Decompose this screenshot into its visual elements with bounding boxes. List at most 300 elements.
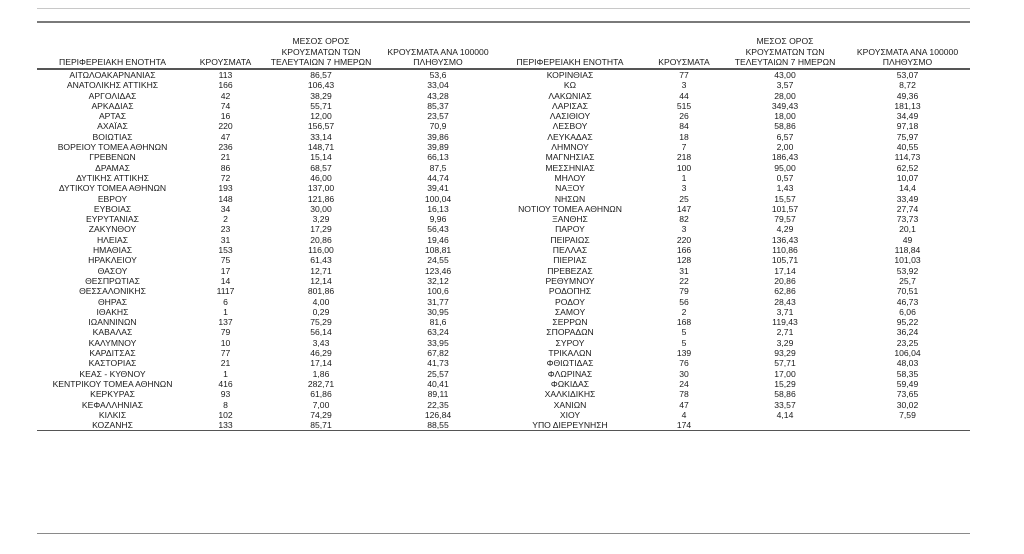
cell-region: ΝΗΣΩΝ bbox=[554, 193, 586, 204]
cell-per100k: 63,24 bbox=[427, 327, 449, 338]
cell-avg7: 349,43 bbox=[771, 100, 799, 111]
cell-per100k: 43,28 bbox=[427, 90, 449, 101]
cell-region: ΠΙΕΡΙΑΣ bbox=[553, 255, 587, 266]
cell-cases: 220 bbox=[218, 121, 233, 132]
cell-cases: 86 bbox=[220, 162, 231, 173]
cell-avg7: 20,86 bbox=[774, 275, 796, 286]
cell-per100k: 32,12 bbox=[427, 275, 449, 286]
table-row bbox=[37, 358, 497, 368]
cell-avg7: 38,29 bbox=[310, 90, 332, 101]
cell-per100k: 24,55 bbox=[427, 255, 449, 266]
cell-per100k: 123,46 bbox=[424, 265, 452, 276]
cell-avg7: 33,57 bbox=[774, 399, 796, 410]
table-row bbox=[497, 369, 970, 379]
cell-cases: 79 bbox=[679, 286, 689, 297]
cell-cases: 30 bbox=[679, 368, 689, 379]
cell-cases: 100 bbox=[676, 162, 692, 173]
cell-per100k: 49 bbox=[902, 234, 913, 245]
cell-avg7: 3,29 bbox=[312, 214, 330, 225]
cell-avg7: 15,57 bbox=[774, 193, 796, 204]
cell-avg7: 1,43 bbox=[776, 183, 794, 194]
cell-per100k: 53,92 bbox=[896, 265, 919, 276]
cell-per100k: 34,49 bbox=[896, 111, 919, 122]
cell-cases: 6 bbox=[223, 296, 228, 307]
cell-region: ΑΝΑΤΟΛΙΚΗΣ ΑΤΤΙΚΗΣ bbox=[66, 80, 159, 91]
cell-per100k: 67,82 bbox=[427, 348, 449, 359]
cell-region: ΝΑΞΟΥ bbox=[555, 183, 585, 194]
cell-region: ΡΕΘΥΜΝΟΥ bbox=[545, 275, 595, 286]
header-avg7-line3: ΤΕΛΕΥΤΑΙΩΝ 7 ΗΜΕΡΩΝ bbox=[734, 57, 836, 68]
cell-avg7: 110,86 bbox=[772, 245, 798, 256]
cell-avg7: 4,14 bbox=[776, 409, 794, 420]
table-row bbox=[497, 152, 970, 162]
table-row bbox=[37, 152, 497, 162]
table-row bbox=[497, 163, 970, 173]
cell-avg7: 85,71 bbox=[263, 420, 379, 431]
cell-avg7: 282,71 bbox=[307, 378, 335, 389]
cell-per100k: 36,24 bbox=[896, 327, 919, 338]
cell-region: ΚΑΡΔΙΤΣΑΣ bbox=[89, 348, 136, 359]
table-row bbox=[37, 224, 497, 234]
header-per100k-line1: ΚΡΟΥΣΜΑΤΑ ΑΝΑ 100000 bbox=[387, 46, 489, 57]
table-row bbox=[497, 400, 970, 410]
cell-per100k: 95,22 bbox=[896, 317, 919, 328]
top-divider-light bbox=[37, 8, 970, 9]
cell-region: ΙΘΑΚΗΣ bbox=[96, 306, 129, 317]
cell-region: ΘΗΡΑΣ bbox=[97, 296, 128, 307]
table-row bbox=[497, 132, 970, 142]
cell-avg7: 137,00 bbox=[307, 183, 335, 194]
cell-cases: 77 bbox=[679, 70, 689, 80]
table-row bbox=[497, 358, 970, 368]
table-row bbox=[37, 307, 497, 317]
cell-region: ΦΛΩΡΙΝΑΣ bbox=[547, 368, 593, 379]
cell-per100k: 46,73 bbox=[896, 296, 919, 307]
cell-cases: 10 bbox=[220, 337, 231, 348]
cell-per100k: 70,51 bbox=[896, 286, 919, 297]
table-row bbox=[497, 286, 970, 296]
table-row bbox=[37, 194, 497, 204]
cell-avg7: 61,86 bbox=[310, 389, 332, 400]
cell-region: ΚΙΛΚΙΣ bbox=[98, 409, 127, 420]
header-avg7-line1: ΜΕΣΟΣ ΟΡΟΣ bbox=[756, 36, 814, 47]
cell-cases: 153 bbox=[218, 245, 233, 256]
cell-avg7: 86,57 bbox=[310, 70, 332, 80]
cell-per100k: 23,57 bbox=[427, 111, 449, 122]
cell-per100k: 19,46 bbox=[427, 234, 449, 245]
table-row bbox=[497, 266, 970, 276]
cell-avg7: 20,86 bbox=[310, 234, 332, 245]
cell-per100k: 40,41 bbox=[427, 378, 449, 389]
cell-cases: 82 bbox=[679, 214, 689, 225]
table-row bbox=[37, 80, 497, 90]
table-row bbox=[497, 348, 970, 358]
header-per100k-line2: ΠΛΗΘΥΣΜΟ bbox=[882, 57, 933, 68]
table-row bbox=[497, 276, 970, 286]
cell-per100k: 33,49 bbox=[896, 193, 919, 204]
cell-cases: 133 bbox=[188, 420, 263, 431]
cell-per100k: 108,81 bbox=[424, 245, 452, 256]
cell-region: ΦΩΚΙΔΑΣ bbox=[550, 378, 590, 389]
cell-region: ΜΑΓΝΗΣΙΑΣ bbox=[545, 152, 595, 163]
cell-per100k: 49,36 bbox=[896, 90, 919, 101]
cell-avg7: 93,29 bbox=[774, 348, 796, 359]
cell-per100k: 89,11 bbox=[427, 389, 449, 400]
header-avg7-line1: ΜΕΣΟΣ ΟΡΟΣ bbox=[292, 36, 350, 47]
table-row bbox=[497, 183, 970, 193]
table-row bbox=[37, 91, 497, 101]
cell-per100k: 44,74 bbox=[427, 172, 449, 183]
cell-cases: 42 bbox=[220, 90, 231, 101]
cell-region: ΗΛΕΙΑΣ bbox=[96, 234, 129, 245]
cell-cases: 72 bbox=[220, 172, 231, 183]
cell-cases: 128 bbox=[676, 255, 692, 266]
cell-avg7: 4,00 bbox=[312, 296, 330, 307]
cell-region: ΚΕΡΚΥΡΑΣ bbox=[90, 389, 135, 400]
cell-avg7: 74,29 bbox=[310, 409, 332, 420]
cell-cases: 1 bbox=[223, 306, 228, 317]
cell-region: ΜΗΛΟΥ bbox=[554, 172, 586, 183]
cell-cases: 3 bbox=[681, 224, 687, 235]
cell-per100k: 118,84 bbox=[894, 245, 921, 256]
cell-region: ΕΒΡΟΥ bbox=[97, 193, 128, 204]
cell-avg7: 1,86 bbox=[312, 368, 330, 379]
cell-per100k: 53,07 bbox=[896, 70, 919, 80]
cell-avg7: 101,57 bbox=[771, 203, 799, 214]
cell-region: ΓΡΕΒΕΝΩΝ bbox=[89, 152, 136, 163]
cell-per100k: 8,72 bbox=[899, 80, 916, 91]
table-row bbox=[497, 338, 970, 348]
cell-region: ΕΥΡΥΤΑΝΙΑΣ bbox=[86, 214, 139, 225]
cell-avg7: 116,00 bbox=[308, 245, 334, 256]
cell-per100k: 62,52 bbox=[896, 162, 919, 173]
cell-avg7: 55,71 bbox=[310, 100, 332, 111]
cell-region: ΚΕΝΤΡΙΚΟΥ ΤΟΜΕΑ ΑΘΗΝΩΝ bbox=[52, 378, 173, 389]
cell-cases: 166 bbox=[676, 245, 692, 256]
cell-per100k: 75,97 bbox=[896, 131, 919, 142]
cell-region: ΚΕΦΑΛΛΗΝΙΑΣ bbox=[81, 399, 144, 410]
cell-avg7: 0,57 bbox=[776, 172, 794, 183]
cell-per100k: 25,7 bbox=[899, 275, 916, 286]
cell-cases: 44 bbox=[679, 90, 689, 101]
table-row bbox=[37, 317, 497, 327]
cell-per100k: 25,57 bbox=[427, 368, 449, 379]
table-row bbox=[37, 121, 497, 131]
cell-cases: 31 bbox=[679, 265, 689, 276]
header-cases: ΚΡΟΥΣΜΑΤΑ bbox=[643, 30, 725, 69]
cell-avg7: 12,71 bbox=[310, 265, 332, 276]
table-row bbox=[37, 420, 497, 431]
cell-region: ΤΡΙΚΑΛΩΝ bbox=[548, 348, 592, 359]
cell-per100k: 87,5 bbox=[429, 162, 447, 173]
table-row bbox=[497, 307, 970, 317]
table-row bbox=[497, 111, 970, 121]
cell-cases: 218 bbox=[676, 152, 692, 163]
cell-avg7: 12,00 bbox=[310, 111, 332, 122]
table-row bbox=[497, 245, 970, 255]
cell-per100k: 66,13 bbox=[427, 152, 449, 163]
cell-per100k: 31,77 bbox=[427, 296, 449, 307]
cell-per100k: 73,65 bbox=[896, 389, 919, 400]
cell-region: ΝΟΤΙΟΥ ΤΟΜΕΑ ΑΘΗΝΩΝ bbox=[518, 203, 622, 214]
cell-region: ΡΟΔΟΠΗΣ bbox=[548, 286, 592, 297]
cell-per100k: 59,49 bbox=[896, 378, 919, 389]
cell-region: ΛΕΥΚΑΔΑΣ bbox=[547, 131, 593, 142]
cell-avg7: 33,14 bbox=[310, 131, 332, 142]
cell-avg7: 62,86 bbox=[774, 286, 796, 297]
cell-cases: 18 bbox=[679, 131, 689, 142]
cell-region: ΚΑΛΥΜΝΟΥ bbox=[88, 337, 137, 348]
cell-region: ΦΘΙΩΤΙΔΑΣ bbox=[546, 358, 594, 369]
cell-per100k: 14,4 bbox=[899, 183, 916, 194]
cell-region: ΛΗΜΝΟΥ bbox=[551, 142, 589, 153]
header-region: ΠΕΡΙΦΕΡΕΙΑΚΗ ΕΝΟΤΗΤΑ bbox=[37, 30, 188, 69]
cell-per100k: 70,9 bbox=[429, 121, 447, 132]
regions-table-left bbox=[37, 30, 497, 431]
header-region: ΠΕΡΙΦΕΡΕΙΑΚΗ ΕΝΟΤΗΤΑ bbox=[497, 30, 643, 69]
cell-cases: 21 bbox=[220, 358, 231, 369]
cell-per100k: 33,04 bbox=[427, 80, 449, 91]
cell-cases: 4 bbox=[681, 409, 687, 420]
header-per100k-line2: ΠΛΗΘΥΣΜΟ bbox=[413, 57, 463, 68]
header-per100k bbox=[845, 30, 970, 69]
cell-avg7: 186,43 bbox=[771, 152, 799, 163]
cell-cases: 1117 bbox=[216, 286, 235, 297]
cell-cases: 47 bbox=[679, 399, 689, 410]
cell-region: ΣΠΟΡΑΔΩΝ bbox=[546, 327, 594, 338]
table-row bbox=[37, 286, 497, 296]
cell-avg7: 4,29 bbox=[776, 224, 794, 235]
cell-region: ΗΡΑΚΛΕΙΟΥ bbox=[88, 255, 137, 266]
cell-region: ΙΩΑΝΝΙΝΩΝ bbox=[88, 317, 137, 328]
regions-table-right bbox=[497, 30, 970, 431]
table-row bbox=[37, 369, 497, 379]
table-row bbox=[37, 327, 497, 337]
cell-avg7: 3,29 bbox=[776, 337, 794, 348]
cell-region: ΗΜΑΘΙΑΣ bbox=[92, 245, 133, 256]
cell-cases: 148 bbox=[218, 193, 233, 204]
cell-avg7: 105,71 bbox=[771, 255, 799, 266]
cell-avg7: 2,71 bbox=[776, 327, 794, 338]
cell-region: ΠΡΕΒΕΖΑΣ bbox=[547, 265, 593, 276]
table-row bbox=[497, 204, 970, 214]
cell-per100k: 48,03 bbox=[896, 358, 919, 369]
table-row bbox=[37, 297, 497, 307]
cell-cases: 2 bbox=[223, 214, 228, 225]
cell-avg7: 6,57 bbox=[776, 131, 794, 142]
cell-per100k: 101,03 bbox=[894, 255, 921, 266]
cell-region: ΥΠΟ ΔΙΕΡΕΥΝΗΣΗ bbox=[497, 420, 643, 431]
table-row bbox=[37, 276, 497, 286]
cell-cases: 515 bbox=[676, 100, 692, 111]
cell-avg7 bbox=[725, 420, 845, 431]
table-row bbox=[37, 235, 497, 245]
cell-cases: 93 bbox=[220, 389, 231, 400]
cell-avg7: 95,00 bbox=[774, 162, 796, 173]
cell-cases: 5 bbox=[681, 327, 687, 338]
cell-region: ΔΥΤΙΚΗΣ ΑΤΤΙΚΗΣ bbox=[76, 172, 149, 183]
cell-cases: 16 bbox=[220, 111, 231, 122]
cell-cases: 137 bbox=[218, 317, 233, 328]
cell-per100k bbox=[845, 420, 970, 431]
table-row bbox=[37, 101, 497, 111]
cell-cases: 102 bbox=[218, 409, 233, 420]
cell-cases: 26 bbox=[679, 111, 689, 122]
table-row bbox=[497, 420, 970, 431]
top-divider-dark bbox=[37, 21, 970, 23]
cell-avg7: 58,86 bbox=[774, 121, 796, 132]
cell-avg7: 0,29 bbox=[312, 306, 330, 317]
cell-avg7: 17,14 bbox=[774, 265, 796, 276]
cell-region: ΘΕΣΣΑΛΟΝΙΚΗΣ bbox=[79, 286, 146, 297]
cell-cases: 1 bbox=[223, 368, 228, 379]
cell-cases: 139 bbox=[676, 348, 692, 359]
cell-avg7: 148,71 bbox=[307, 142, 335, 153]
cell-region: ΚΑΒΑΛΑΣ bbox=[92, 327, 133, 338]
table-row bbox=[37, 266, 497, 276]
cell-region: ΧΙΟΥ bbox=[559, 409, 581, 420]
table-row bbox=[37, 410, 497, 420]
cell-cases: 1 bbox=[681, 172, 687, 183]
cell-cases: 174 bbox=[643, 420, 725, 431]
cell-per100k: 73,73 bbox=[896, 214, 919, 225]
cell-region: ΒΟΙΩΤΙΑΣ bbox=[92, 131, 133, 142]
cell-cases: 74 bbox=[220, 100, 231, 111]
table-row bbox=[497, 410, 970, 420]
cell-cases: 21 bbox=[220, 152, 231, 163]
cell-region: ΛΑΣΙΘΙΟΥ bbox=[549, 111, 591, 122]
cell-region: ΧΑΝΙΩΝ bbox=[553, 399, 587, 410]
cell-cases: 416 bbox=[218, 378, 233, 389]
cell-per100k: 7,59 bbox=[899, 409, 916, 420]
table-row bbox=[37, 348, 497, 358]
cell-region: ΛΕΣΒΟΥ bbox=[552, 121, 588, 132]
table-row bbox=[37, 214, 497, 224]
cell-region: ΠΕΛΛΑΣ bbox=[552, 245, 588, 256]
cell-avg7: 61,43 bbox=[310, 255, 332, 266]
table-row bbox=[497, 235, 970, 245]
regions-table-left-body bbox=[37, 69, 497, 431]
cell-per100k: 20,1 bbox=[899, 224, 916, 235]
cell-avg7: 12,14 bbox=[310, 275, 332, 286]
cell-avg7: 79,57 bbox=[774, 214, 796, 225]
cell-avg7: 57,71 bbox=[774, 358, 796, 369]
regions-table-right-body bbox=[497, 69, 970, 431]
cell-region: ΔΡΑΜΑΣ bbox=[95, 162, 130, 173]
cell-cases: 79 bbox=[220, 327, 231, 338]
cell-cases: 236 bbox=[218, 142, 233, 153]
cell-per100k: 81,6 bbox=[429, 317, 447, 328]
table-row bbox=[497, 255, 970, 265]
table-row bbox=[497, 379, 970, 389]
cell-avg7: 3,43 bbox=[312, 337, 330, 348]
cell-cases: 17 bbox=[220, 265, 231, 276]
cell-avg7: 18,00 bbox=[774, 111, 796, 122]
cell-per100k: 100,6 bbox=[427, 286, 449, 297]
cell-per100k: 27,74 bbox=[896, 203, 919, 214]
cell-region: ΛΑΚΩΝΙΑΣ bbox=[548, 90, 592, 101]
table-row bbox=[37, 379, 497, 389]
cell-per100k: 56,43 bbox=[427, 224, 449, 235]
cell-per100k: 114,73 bbox=[894, 152, 921, 163]
table-row bbox=[37, 245, 497, 255]
cell-per100k: 9,96 bbox=[429, 214, 447, 225]
cell-cases: 22 bbox=[679, 275, 689, 286]
table-row bbox=[37, 111, 497, 121]
cell-cases: 25 bbox=[679, 193, 689, 204]
cell-avg7: 75,29 bbox=[310, 317, 332, 328]
cell-region: ΚΩ bbox=[563, 80, 577, 91]
cases-by-region-tables bbox=[37, 30, 970, 431]
cell-per100k: 85,37 bbox=[427, 100, 449, 111]
cell-avg7: 43,00 bbox=[774, 70, 796, 80]
cell-region: ΠΑΡΟΥ bbox=[555, 224, 585, 235]
cell-region: ΑΡΓΟΛΙΔΑΣ bbox=[88, 90, 137, 101]
cell-cases: 166 bbox=[218, 80, 233, 91]
cell-region: ΘΑΣΟΥ bbox=[97, 265, 128, 276]
header-cases: ΚΡΟΥΣΜΑΤΑ bbox=[188, 30, 263, 69]
cell-region: ΚΟΖΑΝΗΣ bbox=[37, 420, 188, 431]
cell-per100k: 58,35 bbox=[896, 368, 919, 379]
cell-region: ΚΕΑΣ - ΚΥΘΝΟΥ bbox=[79, 368, 146, 379]
cell-per100k: 16,13 bbox=[427, 203, 449, 214]
table-row bbox=[37, 204, 497, 214]
cell-avg7: 15,14 bbox=[310, 152, 332, 163]
cell-per100k: 88,55 bbox=[379, 420, 497, 431]
table-row bbox=[497, 327, 970, 337]
cell-region: ΔΥΤΙΚΟΥ ΤΟΜΕΑ ΑΘΗΝΩΝ bbox=[58, 183, 167, 194]
table-row bbox=[37, 183, 497, 193]
cell-region: ΑΡΚΑΔΙΑΣ bbox=[91, 100, 134, 111]
cell-region: ΑΡΤΑΣ bbox=[98, 111, 127, 122]
cell-region: ΕΥΒΟΙΑΣ bbox=[93, 203, 132, 214]
cell-avg7: 7,00 bbox=[312, 399, 330, 410]
cell-cases: 75 bbox=[220, 255, 231, 266]
cell-avg7: 2,00 bbox=[776, 142, 794, 153]
cell-cases: 3 bbox=[681, 183, 687, 194]
table-row bbox=[497, 69, 970, 80]
bottom-divider bbox=[37, 533, 970, 534]
cell-cases: 168 bbox=[676, 317, 692, 328]
cell-region: ΧΑΛΚΙΔΙΚΗΣ bbox=[544, 389, 596, 400]
cell-region: ΜΕΣΣΗΝΙΑΣ bbox=[545, 162, 595, 173]
cell-avg7: 58,86 bbox=[774, 389, 796, 400]
table-row bbox=[37, 338, 497, 348]
table-row bbox=[497, 389, 970, 399]
table-row bbox=[497, 297, 970, 307]
cell-per100k: 6,06 bbox=[899, 306, 916, 317]
cell-per100k: 100,04 bbox=[424, 193, 452, 204]
cell-cases: 7 bbox=[681, 142, 687, 153]
cell-avg7: 56,14 bbox=[310, 327, 332, 338]
cell-cases: 23 bbox=[220, 224, 231, 235]
cell-region: ΛΑΡΙΣΑΣ bbox=[552, 100, 588, 111]
cell-cases: 78 bbox=[679, 389, 689, 400]
table-row bbox=[37, 132, 497, 142]
cell-avg7: 28,00 bbox=[774, 90, 796, 101]
cell-region: ΠΕΙΡΑΙΩΣ bbox=[550, 234, 590, 245]
table-row bbox=[497, 317, 970, 327]
cell-region: ΒΟΡΕΙΟΥ ΤΟΜΕΑ ΑΘΗΝΩΝ bbox=[57, 142, 168, 153]
header-avg7-line2: ΚΡΟΥΣΜΑΤΩΝ ΤΩΝ bbox=[281, 46, 361, 57]
cell-cases: 84 bbox=[679, 121, 689, 132]
cell-per100k: 41,73 bbox=[427, 358, 449, 369]
table-row bbox=[37, 389, 497, 399]
cell-per100k: 39,86 bbox=[427, 131, 449, 142]
header-avg7 bbox=[263, 30, 379, 69]
cell-per100k: 53,6 bbox=[429, 70, 447, 80]
cell-cases: 31 bbox=[220, 234, 231, 245]
